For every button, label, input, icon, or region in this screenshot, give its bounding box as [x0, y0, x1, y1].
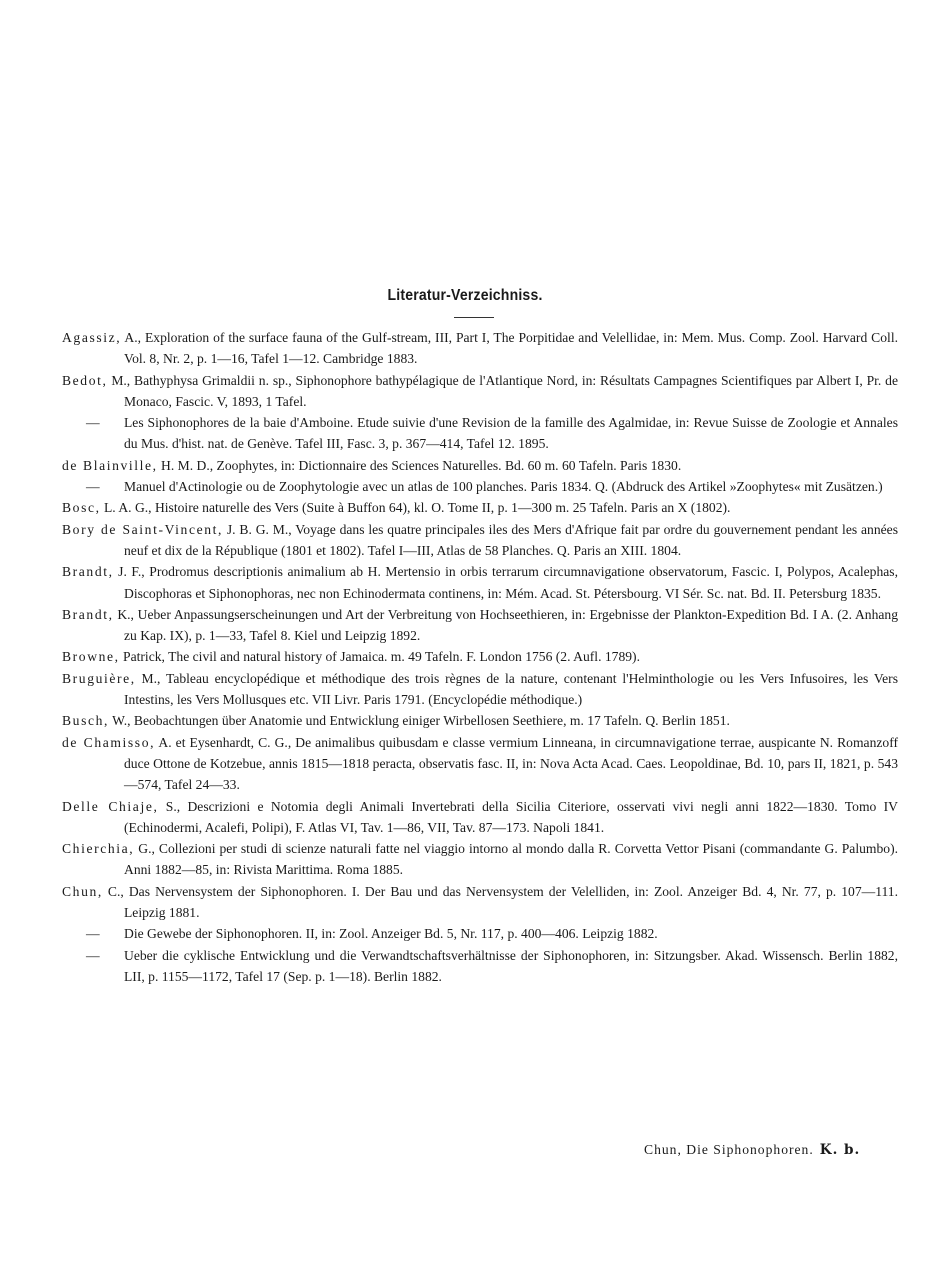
- entry-text: Manuel d'Actinologie ou de Zoophytologie avec un atlas de 100 planches. Paris 1834. Q. (Abdruck des Artikel »Zoophytes« mit Zusätzen.): [124, 479, 883, 495]
- entry-author: Browne,: [62, 649, 120, 665]
- entry-author: Brandt,: [62, 564, 114, 580]
- entry-text: K., Ueber Anpassungserscheinungen und Art der Verbreitung von Hochseethieren, in: Ergebnisse der Plankton-Expedition Bd. I A. (2. Anhang zu Kap. IX), p. 1—33, Tafel 8. Kiel und Leipzig 1892.: [113, 606, 898, 644]
- entry-author: Bosc,: [62, 500, 101, 516]
- bib-entry: [62, 732, 898, 796]
- entry-text: J. F., Prodromus descriptionis animalium ab H. Mertensio in orbis terrarum circumnavigatione observatorum, Fascic. I, Polypos, Acalephas, Discophoras et Siphonophoras, nec non Echinodermata continens, in: Mém. Acad. St. Pétersbourg. VI Sér. Sc. nat. Bd. II. Petersburg 1835.: [113, 564, 898, 601]
- bib-entry: [62, 710, 898, 731]
- entry-text: C., Das Nervensystem der Siphonophoren. I. Der Bau und das Nervensystem der Velelliden, in: Zool. Anzeiger Bd. 4, Nr. 77, p. 107—111. Leipzig 1881.: [102, 883, 898, 921]
- ditto-dash: —: [86, 479, 100, 495]
- page-title: Literatur-Verzeichniss.: [387, 287, 543, 304]
- signature-mark: K. b.: [819, 1142, 861, 1158]
- bib-entry-continuation: [62, 412, 898, 455]
- entry-author: Busch,: [62, 713, 109, 729]
- entry-text: A. et Eysenhardt, C. G., De animalibus quibusdam e classe vermium Linneana, in circumnavigatione terrae, auspicante N. Romanzoff duce Ottone de Kotzebue, annis 1815—1818 peracta, observatis fasc. II, in: Nova Acta Acad. Caes. Leopoldinae, Bd. 10, pars II, 1821, p. 543—574, Tafel 24—33.: [124, 734, 899, 793]
- running-footer: Chun, Die Siphonophoren.: [644, 1142, 814, 1157]
- entry-author: Delle Chiaje,: [62, 798, 159, 814]
- entry-text: L. A. G., Histoire naturelle des Vers (Suite à Buffon 64), kl. O. Tome II, p. 1—300 m. 25 Tafeln. Paris an X (1802).: [100, 500, 731, 516]
- bib-entry-continuation: [62, 945, 898, 988]
- entry-text: H. M. D., Zoophytes, in: Dictionnaire des Sciences Naturelles. Bd. 60 m. 60 Tafeln. Paris 1830.: [157, 457, 682, 473]
- bib-entry: [62, 668, 898, 711]
- entry-text: J. B. G. M., Voyage dans les quatre principales iles des Mers d'Afrique fait par ordre du gouvernement pendant les années neuf et dix de la République (1801 et 1802). Tafel I—III, Atlas de 58 Planches. Q. Paris an XIII. 1804.: [124, 521, 898, 558]
- entry-text: M., Tableau encyclopédique et méthodique des trois règnes de la nature, contenant l'Helminthologie ou les Vers Infusoires, les Vers Intestins, les Vers Mollusques etc. VII Livr. Paris 1791. (Encyclopédie méthodique.): [124, 670, 898, 708]
- bib-entry: [62, 881, 898, 924]
- entry-text: S., Descrizioni e Notomia degli Animali Invertebrati della Sicilia Citeriore, osservati vivi negli anni 1822—1830. Tomo IV (Echinodermi, Acalefi, Polipi), F. Atlas VI, Tav. 1—86, VII, Tav. 87—173. Napoli 1841.: [124, 798, 898, 835]
- entry-author: de Chamisso,: [62, 734, 156, 750]
- entry-text: M., Bathyphysa Grimaldii n. sp., Siphonophore bathypélagique de l'Atlantique Nord, in: Résultats Campagnes Scientifiques par Albert I, Pr. de Monaco, Fascic. V, 1893, 1 Tafel.: [107, 372, 898, 409]
- bib-entry: [62, 796, 898, 839]
- bib-entry: [62, 561, 898, 604]
- entry-text: W., Beobachtungen über Anatomie und Entwicklung einiger Wirbellosen Seethiere, m. 17 Tafeln. Q. Berlin 1851.: [108, 713, 730, 729]
- entry-author: Brandt,: [62, 606, 114, 622]
- entry-text: Les Siphonophores de la baie d'Amboine. Etude suivie d'une Revision de la famille des Agalmidae, in: Revue Suisse de Zoologie et Annales du Mus. d'hist. nat. de Genève. Tafel III, Fasc. 3, p. 367—414, Tafel 12. 1895.: [124, 415, 898, 452]
- entry-author: de Blainville,: [62, 457, 158, 473]
- bib-entry: [62, 370, 898, 413]
- entry-author: Chun,: [62, 883, 103, 899]
- entry-author: Agassiz,: [62, 330, 122, 345]
- page-footer: [644, 1142, 860, 1158]
- entry-author: Bedot,: [62, 372, 108, 388]
- bib-entry: [62, 519, 898, 562]
- bib-entry: [62, 838, 898, 881]
- entry-text: Ueber die cyklische Entwicklung und die Verwandtschaftsverhältnisse der Siphonophoren, in: Sitzungsber. Akad. Wissensch. Berlin 1882, LII, p. 1155—1172, Tafel 17 (Sep. p. 1—18). Berlin 1882.: [124, 947, 898, 984]
- bibliography-list: [62, 327, 898, 987]
- bib-entry: [62, 455, 898, 476]
- bib-entry: [62, 497, 898, 518]
- entry-author: Bruguière,: [62, 670, 136, 686]
- entry-text: Die Gewebe der Siphonophoren. II, in: Zool. Anzeiger Bd. 5, Nr. 117, p. 400—406. Leipzig 1882.: [124, 926, 658, 942]
- ditto-dash: —: [86, 926, 100, 942]
- entry-text: A., Exploration of the surface fauna of the Gulf-stream, III, Part I, The Porpitidae and Velellidae, in: Mem. Mus. Comp. Zool. Harvard Coll. Vol. 8, Nr. 2, p. 1—16, Tafel 1—12. Cambridge 1883.: [121, 330, 898, 367]
- bib-entry-continuation: [62, 476, 898, 497]
- entry-author: Chierchia,: [62, 841, 135, 857]
- ditto-dash: —: [86, 947, 100, 963]
- ditto-dash: —: [86, 415, 100, 431]
- bib-entry: [62, 327, 898, 370]
- entry-text: G., Collezioni per studi di scienze naturali fatte nel viaggio intorno al mondo dalla R. Corvetta Vettor Pisani (commandante G. Palumbo). Anni 1882—85, in: Rivista Marittima. Roma 1885.: [124, 841, 898, 878]
- bib-entry-continuation: [62, 923, 898, 944]
- entry-author: Bory de Saint-Vincent,: [62, 521, 223, 537]
- entry-text: Patrick, The civil and natural history of Jamaica. m. 49 Tafeln. F. London 1756 (2. Aufl. 1789).: [119, 649, 640, 665]
- bib-entry: [62, 646, 898, 667]
- bib-entry: [62, 604, 898, 647]
- title-rule: [454, 317, 494, 318]
